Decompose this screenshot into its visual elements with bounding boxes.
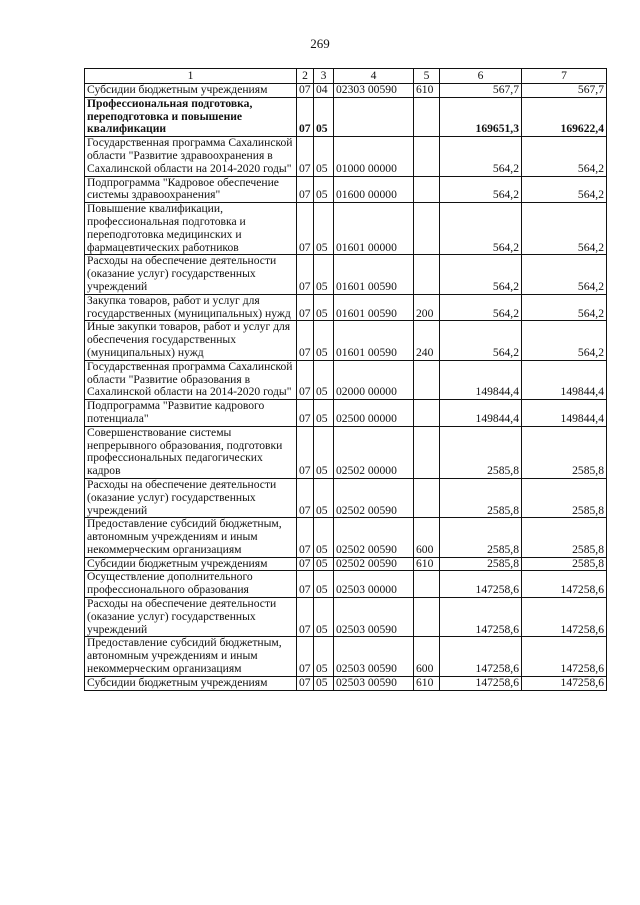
row-amount-year1-cell: 149844,4: [440, 360, 522, 399]
row-expense-type-cell: [414, 203, 440, 255]
table-row: [85, 557, 607, 571]
row-subsection-cell: 05: [314, 400, 334, 427]
row-expense-type-cell: [414, 176, 440, 203]
row-name-cell: Государственная программа Сахалинской области "Развитие образования в Сахалинской области на 2014-2020 годы": [85, 360, 297, 399]
row-section-cell: 07: [297, 84, 314, 98]
row-target-article-cell: 01601 00590: [334, 294, 414, 321]
row-target-article-cell: 02503 00590: [334, 598, 414, 637]
row-expense-type-cell: 610: [414, 676, 440, 690]
row-target-article-cell: 02502 00590: [334, 518, 414, 557]
row-amount-year2-cell: 564,2: [522, 203, 607, 255]
row-expense-type-cell: 600: [414, 637, 440, 676]
row-amount-year2-cell: 564,2: [522, 255, 607, 294]
table-row: [85, 176, 607, 203]
row-amount-year1-cell: 564,2: [440, 176, 522, 203]
table-row: [85, 321, 607, 360]
table-row: [85, 203, 607, 255]
row-name-cell: Профессиональная подготовка, переподготовка и повышение квалификации: [85, 97, 297, 136]
row-amount-year2-cell: 564,2: [522, 137, 607, 176]
row-subsection-cell: 05: [314, 598, 334, 637]
row-target-article-cell: 02502 00000: [334, 426, 414, 478]
table-row: [85, 478, 607, 517]
row-subsection-cell: 05: [314, 426, 334, 478]
row-amount-year1-cell: 564,2: [440, 255, 522, 294]
row-target-article-cell: 01600 00000: [334, 176, 414, 203]
row-subsection-cell: 04: [314, 84, 334, 98]
row-expense-type-cell: [414, 598, 440, 637]
row-target-article-cell: 02503 00590: [334, 676, 414, 690]
table-row: [85, 137, 607, 176]
row-expense-type-cell: 600: [414, 518, 440, 557]
row-amount-year1-cell: 169651,3: [440, 97, 522, 136]
table-row: [85, 598, 607, 637]
row-name-cell: Совершенствование системы непрерывного образования, подготовки профессиональных педагогических кадров: [85, 426, 297, 478]
row-amount-year1-cell: 2585,8: [440, 478, 522, 517]
table-row: [85, 84, 607, 98]
row-target-article-cell: 01601 00590: [334, 321, 414, 360]
row-expense-type-cell: [414, 360, 440, 399]
row-amount-year1-cell: 567,7: [440, 84, 522, 98]
row-amount-year2-cell: 147258,6: [522, 598, 607, 637]
row-section-cell: 07: [297, 321, 314, 360]
row-amount-year1-cell: 147258,6: [440, 676, 522, 690]
table-row: [85, 426, 607, 478]
row-amount-year1-cell: 564,2: [440, 294, 522, 321]
row-amount-year1-cell: 2585,8: [440, 557, 522, 571]
row-target-article-cell: 01601 00590: [334, 255, 414, 294]
header-col-6: 6: [440, 69, 522, 84]
row-name-cell: Субсидии бюджетным учреждениям: [85, 557, 297, 571]
row-subsection-cell: 05: [314, 203, 334, 255]
row-amount-year2-cell: 564,2: [522, 176, 607, 203]
row-expense-type-cell: [414, 478, 440, 517]
row-name-cell: Расходы на обеспечение деятельности (оказание услуг) государственных учреждений: [85, 255, 297, 294]
row-amount-year1-cell: 564,2: [440, 203, 522, 255]
row-subsection-cell: 05: [314, 137, 334, 176]
row-amount-year1-cell: 147258,6: [440, 598, 522, 637]
row-subsection-cell: 05: [314, 321, 334, 360]
row-target-article-cell: 01601 00000: [334, 203, 414, 255]
row-amount-year2-cell: 149844,4: [522, 400, 607, 427]
row-amount-year2-cell: 2585,8: [522, 426, 607, 478]
row-amount-year2-cell: 169622,4: [522, 97, 607, 136]
header-col-2: 2: [297, 69, 314, 84]
row-section-cell: 07: [297, 294, 314, 321]
row-section-cell: 07: [297, 557, 314, 571]
page-number: 269: [310, 36, 330, 51]
row-section-cell: 07: [297, 97, 314, 136]
row-subsection-cell: 05: [314, 518, 334, 557]
row-subsection-cell: 05: [314, 176, 334, 203]
table-header-row: [85, 69, 607, 84]
row-expense-type-cell: 200: [414, 294, 440, 321]
row-amount-year2-cell: 149844,4: [522, 360, 607, 399]
row-subsection-cell: 05: [314, 478, 334, 517]
row-target-article-cell: 02502 00590: [334, 478, 414, 517]
row-amount-year2-cell: 2585,8: [522, 557, 607, 571]
row-name-cell: Иные закупки товаров, работ и услуг для обеспечения государственных (муниципальных) нужд: [85, 321, 297, 360]
row-expense-type-cell: [414, 137, 440, 176]
row-target-article-cell: [334, 97, 414, 136]
row-expense-type-cell: 240: [414, 321, 440, 360]
row-subsection-cell: 05: [314, 637, 334, 676]
row-name-cell: Субсидии бюджетным учреждениям: [85, 676, 297, 690]
row-name-cell: Подпрограмма "Развитие кадрового потенциала": [85, 400, 297, 427]
row-expense-type-cell: 610: [414, 84, 440, 98]
row-amount-year2-cell: 2585,8: [522, 518, 607, 557]
table-body: [85, 84, 607, 691]
row-subsection-cell: 05: [314, 97, 334, 136]
row-section-cell: 07: [297, 598, 314, 637]
row-name-cell: Повышение квалификации, профессиональная подготовка и переподготовка медицинских и фармацевтических работников: [85, 203, 297, 255]
row-name-cell: Расходы на обеспечение деятельности (оказание услуг) государственных учреждений: [85, 478, 297, 517]
row-target-article-cell: 01000 00000: [334, 137, 414, 176]
row-expense-type-cell: [414, 426, 440, 478]
row-amount-year2-cell: 147258,6: [522, 676, 607, 690]
table-row: [85, 637, 607, 676]
row-amount-year2-cell: 564,2: [522, 294, 607, 321]
row-subsection-cell: 05: [314, 571, 334, 598]
row-amount-year1-cell: 564,2: [440, 137, 522, 176]
table-row: [85, 400, 607, 427]
row-section-cell: 07: [297, 176, 314, 203]
header-col-5: 5: [414, 69, 440, 84]
row-name-cell: Осуществление дополнительного профессионального образования: [85, 571, 297, 598]
row-amount-year1-cell: 564,2: [440, 321, 522, 360]
row-name-cell: Расходы на обеспечение деятельности (оказание услуг) государственных учреждений: [85, 598, 297, 637]
row-target-article-cell: 02303 00590: [334, 84, 414, 98]
row-target-article-cell: 02500 00000: [334, 400, 414, 427]
table-row: [85, 294, 607, 321]
table-row: [85, 360, 607, 399]
row-name-cell: Субсидии бюджетным учреждениям: [85, 84, 297, 98]
row-section-cell: 07: [297, 571, 314, 598]
table-row: [85, 255, 607, 294]
header-col-1: 1: [85, 69, 297, 84]
header-col-4: 4: [334, 69, 414, 84]
row-expense-type-cell: [414, 400, 440, 427]
row-target-article-cell: 02000 00000: [334, 360, 414, 399]
row-name-cell: Подпрограмма "Кадровое обеспечение системы здравоохранения": [85, 176, 297, 203]
table-row: [85, 97, 607, 136]
row-name-cell: Предоставление субсидий бюджетным, автономным учреждениям и иным некоммерческим организациям: [85, 518, 297, 557]
row-name-cell: Государственная программа Сахалинской области "Развитие здравоохранения в Сахалинской области на 2014-2020 годы": [85, 137, 297, 176]
row-amount-year1-cell: 2585,8: [440, 518, 522, 557]
row-name-cell: Предоставление субсидий бюджетным, автономным учреждениям и иным некоммерческим организациям: [85, 637, 297, 676]
header-col-7: 7: [522, 69, 607, 84]
row-subsection-cell: 05: [314, 294, 334, 321]
row-section-cell: 07: [297, 360, 314, 399]
row-amount-year1-cell: 149844,4: [440, 400, 522, 427]
row-section-cell: 07: [297, 203, 314, 255]
row-section-cell: 07: [297, 137, 314, 176]
row-section-cell: 07: [297, 518, 314, 557]
row-expense-type-cell: [414, 255, 440, 294]
budget-table: [84, 68, 607, 691]
row-target-article-cell: 02503 00590: [334, 637, 414, 676]
row-amount-year1-cell: 2585,8: [440, 426, 522, 478]
row-subsection-cell: 05: [314, 255, 334, 294]
row-section-cell: 07: [297, 426, 314, 478]
row-subsection-cell: 05: [314, 557, 334, 571]
row-target-article-cell: 02502 00590: [334, 557, 414, 571]
row-amount-year2-cell: 567,7: [522, 84, 607, 98]
table-row: [85, 518, 607, 557]
row-target-article-cell: 02503 00000: [334, 571, 414, 598]
row-amount-year2-cell: 564,2: [522, 321, 607, 360]
row-expense-type-cell: [414, 571, 440, 598]
table-row: [85, 571, 607, 598]
row-section-cell: 07: [297, 400, 314, 427]
row-section-cell: 07: [297, 255, 314, 294]
row-section-cell: 07: [297, 478, 314, 517]
row-expense-type-cell: [414, 97, 440, 136]
row-expense-type-cell: 610: [414, 557, 440, 571]
row-amount-year1-cell: 147258,6: [440, 571, 522, 598]
row-amount-year1-cell: 147258,6: [440, 637, 522, 676]
row-amount-year2-cell: 147258,6: [522, 637, 607, 676]
header-col-3: 3: [314, 69, 334, 84]
row-subsection-cell: 05: [314, 360, 334, 399]
row-amount-year2-cell: 2585,8: [522, 478, 607, 517]
row-name-cell: Закупка товаров, работ и услуг для государственных (муниципальных) нужд: [85, 294, 297, 321]
table-row: [85, 676, 607, 690]
row-section-cell: 07: [297, 676, 314, 690]
row-subsection-cell: 05: [314, 676, 334, 690]
row-section-cell: 07: [297, 637, 314, 676]
row-amount-year2-cell: 147258,6: [522, 571, 607, 598]
